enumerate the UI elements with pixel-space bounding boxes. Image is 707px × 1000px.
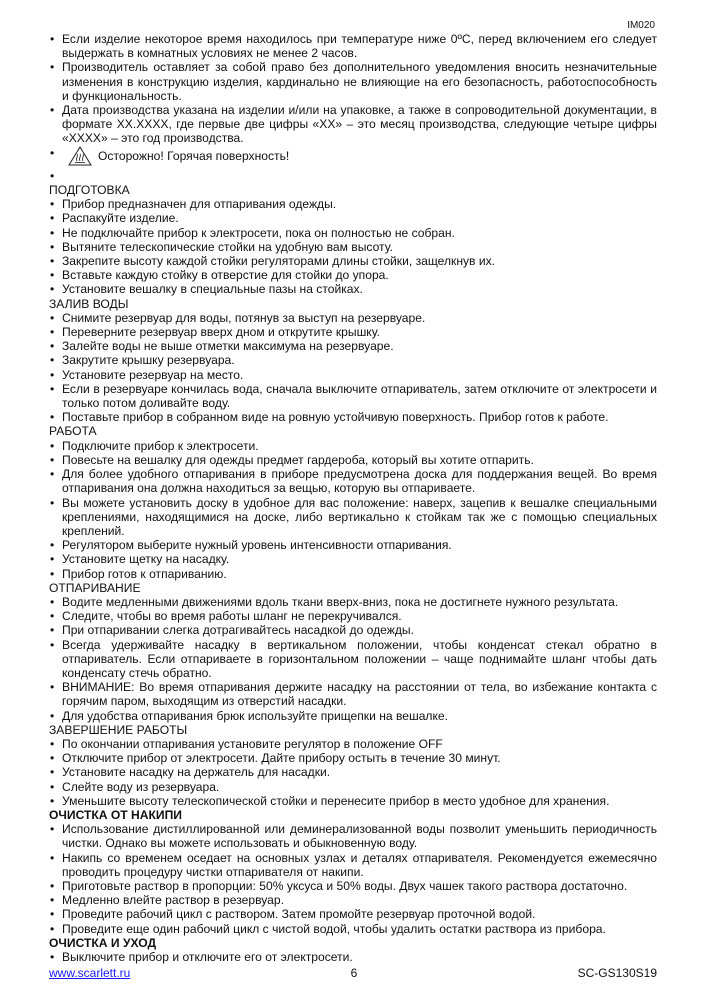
section-heading: ПОДГОТОВКА bbox=[49, 183, 130, 198]
intro-list bbox=[49, 32, 657, 146]
list-item: • Установите насадку на держатель для насадки. bbox=[49, 765, 657, 779]
section-heading: ЗАВЕРШЕНИЕ РАБОТЫ bbox=[49, 722, 188, 737]
list-item: • Залейте воды не выше отметки максимума на резервуаре. bbox=[49, 339, 657, 353]
list-item: • Проведите еще один рабочий цикл с чистой водой, чтобы удалить остатки раствора из прибора. bbox=[49, 922, 657, 936]
list-item: • Приготовьте раствор в пропорции: 50% уксуса и 50% воды. Двух чашек такого раствора достаточно. bbox=[49, 879, 657, 893]
section-heading: ОЧИСТКА И УХОД bbox=[49, 935, 157, 950]
page-number: 6 bbox=[350, 966, 358, 980]
section-heading: ОЧИСТКА ОТ НАКИПИ bbox=[49, 807, 182, 822]
list-item: • Отключите прибор от электросети. Дайте прибору остыть в течение 30 минут. bbox=[49, 751, 657, 765]
list-item: • Проведите рабочий цикл с раствором. Затем промойте резервуар проточной водой. bbox=[49, 907, 657, 921]
list-item: • Для более удобного отпаривания в приборе предусмотрена доска для поддержания вещей. Во время отпаривания она должна находиться за вещью, которую вы отпариваете. bbox=[49, 467, 657, 495]
model-number: SC-GS130S19 bbox=[577, 966, 657, 980]
section bbox=[49, 297, 657, 425]
list-item: • Вставьте каждую стойку в отверстие для стойки до упора. bbox=[49, 268, 657, 282]
list-item: • Переверните резервуар вверх дном и открутите крышку. bbox=[49, 325, 657, 339]
list-item: • Вытяните телескопические стойки на удобную вам высоту. bbox=[49, 240, 657, 254]
list-item: • Слейте воду из резервуара. bbox=[49, 780, 657, 794]
list-item: • Для удобства отпаривания брюк используйте прищепки на вешалке. bbox=[49, 709, 657, 723]
list-item: • Если изделие некоторое время находилось при температуре ниже 0ºC, перед включением его следует выдержать в комнатных условиях не менее 2 часов. bbox=[49, 32, 657, 60]
list-item: • Выключите прибор и отключите его от электросети. bbox=[49, 950, 657, 964]
list-item: • Закрутите крышку резервуара. bbox=[49, 353, 657, 367]
list-item: • Повесьте на вешалку для одежды предмет гардероба, который вы хотите отпарить. bbox=[49, 453, 657, 467]
list-item: • Прибор предназначен для отпаривания одежды. bbox=[49, 197, 657, 211]
list-item: • Снимите резервуар для воды, потянув за выступ на резервуаре. bbox=[49, 311, 657, 325]
list-item: • Установите вешалку в специальные пазы на стойках. bbox=[49, 282, 657, 296]
list-item: • Поставьте прибор в собранном виде на ровную устойчивую поверхность. Прибор готов к работе. bbox=[49, 410, 657, 424]
list-item-warning bbox=[49, 146, 657, 169]
section bbox=[49, 183, 657, 297]
list-item: • Следите, чтобы во время работы шланг не перекручивался. bbox=[49, 609, 657, 623]
list-item: • Водите медленными движениями вдоль ткани вверх-вниз, пока не достигнете нужного результата. bbox=[49, 595, 657, 609]
section-heading: ОТПАРИВАНИЕ bbox=[49, 580, 141, 595]
list-item: • Распакуйте изделие. bbox=[49, 211, 657, 225]
list-item: • Установите щетку на насадку. bbox=[49, 552, 657, 566]
list-item: • Использование дистиллированной или деминерализованной воды позволит уменьшить периодичность чистки. Однако вы можете использовать и обыкновенную воду. bbox=[49, 822, 657, 850]
list-item: • Установите резервуар на место. bbox=[49, 368, 657, 382]
list-item: • Дата производства указана на изделии и/или на упаковке, а также в сопроводительной документации, в формате XX.XXXX, где первые две цифры «XX» – это месяц производства, следующие четыре цифры «XXXX» – это год производства. bbox=[49, 103, 657, 146]
section bbox=[49, 723, 657, 808]
website-link[interactable]: www.scarlett.ru bbox=[49, 966, 131, 980]
warning-text: • Осторожно! Горячая поверхность! bbox=[98, 148, 290, 163]
list-item: • Вы можете установить доску в удобное для вас положение: наверх, зацепив к вешалке специальными креплениями, находящимися на доске, либо вертикально к стойкам так же с помощью специальных креплений. bbox=[49, 496, 657, 539]
list-item: • Не подключайте прибор к электросети, пока он полностью не собран. bbox=[49, 226, 657, 240]
sections bbox=[49, 183, 657, 964]
list-item: • Медленно влейте раствор в резервуар. bbox=[49, 893, 657, 907]
list-item: • По окончании отпаривания установите регулятор в положение OFF bbox=[49, 737, 657, 751]
list-item: • Регулятором выберите нужный уровень интенсивности отпаривания. bbox=[49, 538, 657, 552]
list-item: • Накипь со временем оседает на основных узлах и деталях отпаривателя. Рекомендуется ежемесячно проводить процедуру чистки отпаривателя от накипи. bbox=[49, 851, 657, 879]
document-code: IM020 bbox=[627, 20, 655, 31]
page-footer bbox=[49, 966, 657, 980]
list-item: • Если в резервуаре кончилась вода, сначала выключите отпариватель, затем отключите от электросети и только потом доливайте воду. bbox=[49, 382, 657, 410]
section bbox=[49, 808, 657, 936]
list-item: • Уменьшите высоту телескопической стойки и перенесите прибор в место удобное для хранения. bbox=[49, 794, 657, 808]
list-item: • Прибор готов к отпариванию. bbox=[49, 567, 657, 581]
section bbox=[49, 936, 657, 964]
list-item: • Всегда удерживайте насадку в вертикальном положении, чтобы конденсат стекал обратно в отпариватель. Если отпариваете в горизонтальном положении – чаще поднимайте шланг чтобы дать конденсату стечь обратно. bbox=[49, 638, 657, 681]
section bbox=[49, 424, 657, 580]
section-heading: РАБОТА bbox=[49, 424, 97, 439]
list-item-empty bbox=[49, 169, 657, 183]
list-item: • ВНИМАНИЕ: Во время отпаривания держите насадку на расстоянии от тела, во избежание контакта с горячим паром, выходящим из отверстий насадки. bbox=[49, 680, 657, 708]
hot-surface-warning-icon bbox=[68, 146, 92, 166]
list-item: • Производитель оставляет за собой право без дополнительного уведомления вносить незначительные изменения в конструкцию изделия, кардинально не влияющие на его безопасность, работоспособность и функциональность. bbox=[49, 60, 657, 103]
section-heading: ЗАЛИВ ВОДЫ bbox=[49, 296, 129, 311]
list-item: • При отпаривании слегка дотрагивайтесь насадкой до одежды. bbox=[49, 623, 657, 637]
list-item: • Подключите прибор к электросети. bbox=[49, 439, 657, 453]
section bbox=[49, 581, 657, 723]
list-item: • Закрепите высоту каждой стойки регуляторами длины стойки, защелкнув их. bbox=[49, 254, 657, 268]
document-body bbox=[49, 32, 657, 964]
